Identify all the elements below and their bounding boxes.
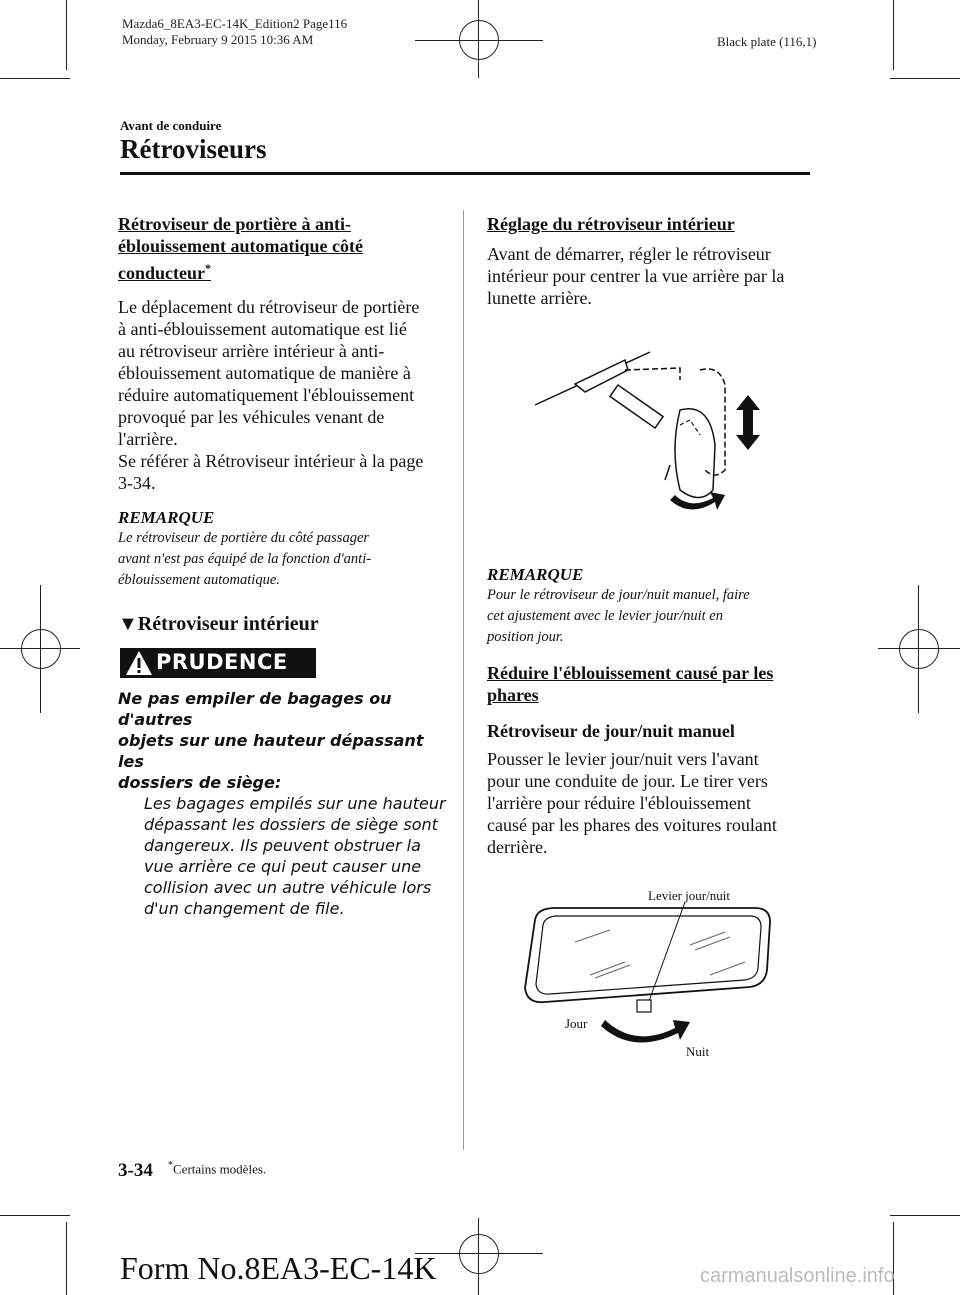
registration-circle <box>459 1234 499 1274</box>
column-divider <box>463 210 464 1150</box>
paragraph <box>487 243 817 309</box>
caution-line: Les bagages empilés sur une hauteur <box>144 794 446 813</box>
registration-circle <box>459 20 499 60</box>
section-heading: ▼Rétroviseur intérieur <box>118 613 319 635</box>
crop-mark <box>893 0 894 70</box>
text-line: l'arrière pour réduire l'éblouissement <box>487 793 751 813</box>
plate-info: Black plate (116,1) <box>717 34 817 49</box>
left-column <box>118 213 448 919</box>
rearview-mirror-figure <box>515 900 780 1050</box>
text-line: Avant de démarrer, régler le rétroviseur <box>487 244 771 264</box>
heading-adjustment: Réglage du rétroviseur intérieur <box>487 214 735 234</box>
note-text <box>487 585 817 648</box>
text-line: Pousser le levier jour/nuit vers l'avant <box>487 749 759 769</box>
crop-mark <box>66 0 67 70</box>
mirror-adjust-figure <box>530 340 780 530</box>
text-line: l'arrière. <box>118 429 178 449</box>
registration-circle <box>899 629 939 669</box>
day-label: Jour <box>565 1016 588 1031</box>
note-line: avant n'est pas équipé de la fonction d'anti- <box>118 551 372 567</box>
crop-mark <box>0 78 70 79</box>
subheading: Rétroviseur de jour/nuit manuel <box>487 721 735 741</box>
caution-banner <box>120 648 316 678</box>
text-line: provoqué par les véhicules venant de <box>118 407 385 427</box>
caution-label: PRUDENCE <box>156 650 288 674</box>
caution-line: dépassant les dossiers de siège sont <box>144 815 438 834</box>
caution-line: dangereux. Ils peuvent obstruer la <box>144 836 421 855</box>
footnote: *Certains modèles. <box>168 1160 267 1177</box>
text-line: au rétroviseur arrière intérieur à anti- <box>118 341 385 361</box>
page-number: 3-34 <box>118 1160 153 1181</box>
warning-icon <box>124 648 154 678</box>
heading-reduce-glare: Réduire l'éblouissement causé par les phares <box>487 663 774 705</box>
text-line: Se référer à Rétroviseur intérieur à la page <box>118 451 424 471</box>
form-number: Form No.8EA3-EC-14K <box>120 1250 437 1286</box>
lever-label: Levier jour/nuit <box>648 888 730 903</box>
caution-line: d'un changement de file. <box>144 899 345 918</box>
note-line: cet ajustement avec le levier jour/nuit en <box>487 608 723 624</box>
note-line: Pour le rétroviseur de jour/nuit manuel, faire <box>487 587 750 603</box>
registration-circle <box>21 629 61 669</box>
caution-line: collision avec un autre véhicule lors <box>144 878 432 897</box>
text-line: causé par les phares des voitures roulant <box>487 815 777 835</box>
text-line: Le déplacement du rétroviseur de portière <box>118 297 420 317</box>
text-line: derrière. <box>487 837 548 857</box>
note-title: REMARQUE <box>487 565 584 584</box>
text-line: éblouissement automatique de manière à <box>118 363 411 383</box>
page-title: Rétroviseurs <box>120 134 267 164</box>
crop-mark <box>890 1215 960 1216</box>
section-marker: ▼ <box>118 613 138 635</box>
caution-line: vue arrière ce qui peut causer une <box>144 857 422 876</box>
paragraph <box>118 296 448 494</box>
text-line: pour une conduite de jour. Le tirer vers <box>487 771 768 791</box>
text-line: à anti-éblouissement automatique est lié <box>118 319 407 339</box>
note-line: position jour. <box>487 629 564 645</box>
note-text <box>118 528 448 591</box>
heading-auto-dimming: Rétroviseur de portière à anti- éblouissement automatique côté conducteur* <box>118 214 363 283</box>
date-info: Monday, February 9 2015 10:36 AM <box>122 32 314 47</box>
paragraph <box>487 748 817 858</box>
right-column-lower <box>487 565 817 858</box>
caution-heading-line: objets sur une hauteur dépassant les <box>118 731 424 771</box>
watermark: carmanualsonline.info <box>700 1265 895 1287</box>
footnote-star: * <box>205 261 211 275</box>
crop-mark <box>890 78 960 79</box>
text-line: réduire automatiquement l'éblouissement <box>118 385 415 405</box>
crop-mark <box>66 1222 67 1295</box>
caution-heading <box>118 688 448 793</box>
note-line: éblouissement automatique. <box>118 572 280 588</box>
caution-heading-line: dossiers de siège: <box>118 773 282 792</box>
note-title: REMARQUE <box>118 508 215 527</box>
text-line: intérieur pour centrer la vue arrière par la <box>487 266 785 286</box>
title-rule <box>120 172 810 175</box>
text-line: 3-34. <box>118 473 156 493</box>
right-column <box>487 213 817 309</box>
crop-mark <box>0 1215 70 1216</box>
section-label: Avant de conduire <box>120 118 222 133</box>
note-line: Le rétroviseur de portière du côté passager <box>118 530 370 546</box>
caution-text <box>118 793 448 919</box>
night-label: Nuit <box>686 1044 710 1059</box>
file-info: Mazda6_8EA3-EC-14K_Edition2 Page116 <box>122 16 348 31</box>
text-line: lunette arrière. <box>487 288 592 308</box>
caution-heading-line: Ne pas empiler de bagages ou d'autres <box>118 689 392 729</box>
